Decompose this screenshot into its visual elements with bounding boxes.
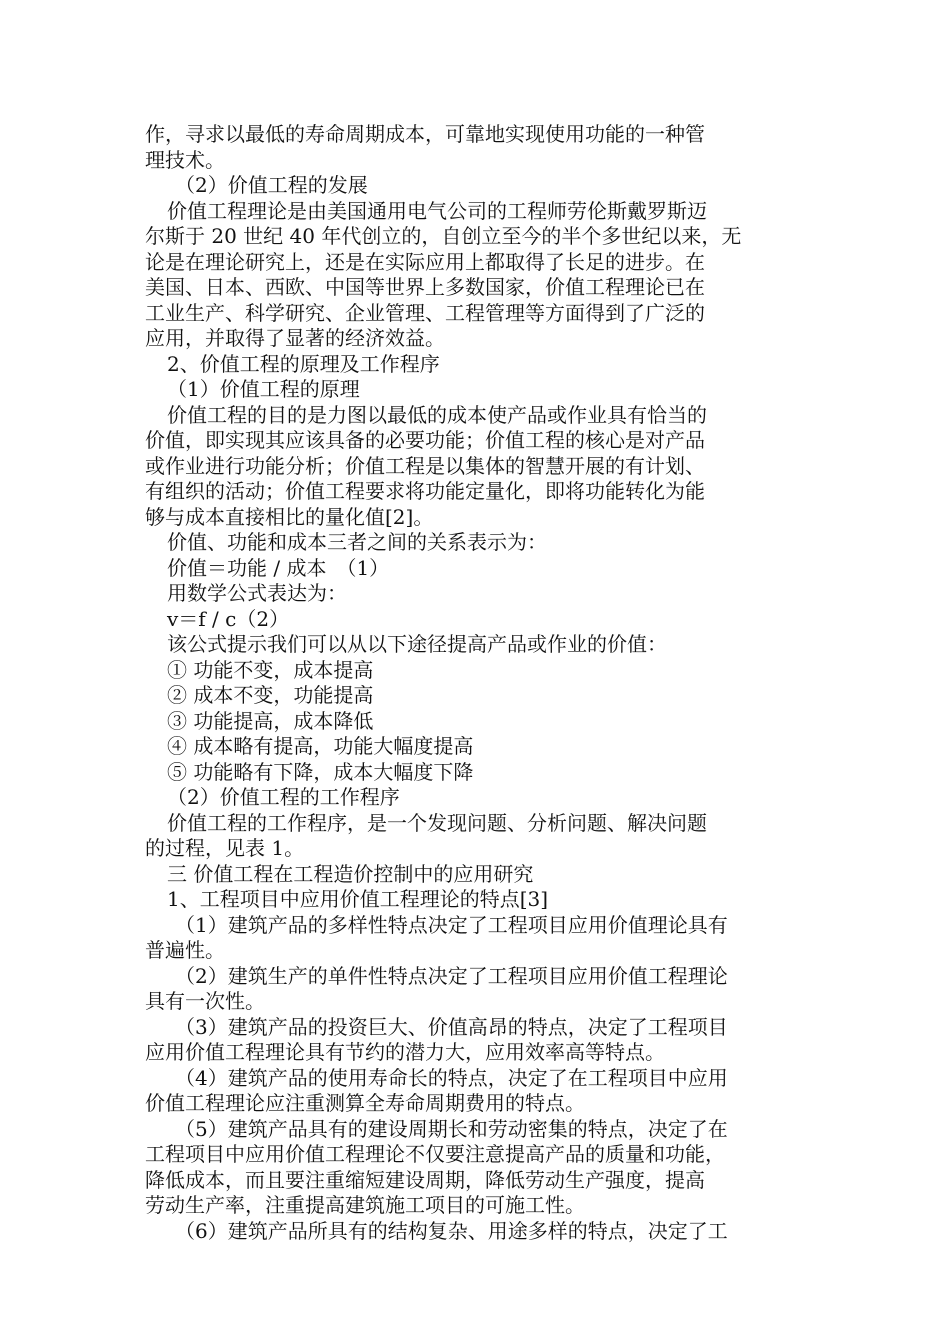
text-line: 普遍性。 bbox=[145, 938, 225, 962]
text-line: 价值工程理论应注重测算全寿命周期费用的特点。 bbox=[145, 1091, 585, 1115]
text-line: ① 功能不变，成本提高 bbox=[167, 657, 374, 682]
text-line: （5）建筑产品具有的建设周期长和劳动密集的特点，决定了在 bbox=[175, 1116, 728, 1141]
text-line: 用数学公式表达为： bbox=[167, 581, 347, 605]
text-line: （3）建筑产品的投资巨大、价值高昂的特点，决定了工程项目 bbox=[175, 1014, 728, 1039]
text-line: 降低成本，而且要注重缩短建设周期，降低劳动生产强度，提高 bbox=[145, 1167, 705, 1192]
text-line: 作，寻求以最低的寿命周期成本，可靠地实现使用功能的一种管 bbox=[145, 122, 705, 146]
text-line: 或作业进行功能分析；价值工程是以集体的智慧开展的有计划、 bbox=[145, 453, 705, 478]
text-line: 理技术。 bbox=[145, 147, 225, 172]
text-line: ⑤ 功能略有下降，成本大幅度下降 bbox=[167, 759, 474, 784]
text-line: 应用，并取得了显著的经济效益。 bbox=[145, 326, 445, 350]
text-line: ② 成本不变，功能提高 bbox=[167, 683, 374, 707]
text-line: 1、工程项目中应用价值工程理论的特点[3] bbox=[167, 887, 549, 911]
text-line: 尔斯于 20 世纪 40 年代创立的，自创立至今的半个多世纪以来，无 bbox=[145, 224, 742, 248]
text-line: 劳动生产率，注重提高建筑施工项目的可施工性。 bbox=[145, 1193, 585, 1217]
text-line: 的过程，见表 1。 bbox=[145, 836, 305, 860]
text-line: （1）价值工程的原理 bbox=[167, 377, 360, 401]
text-line: 美国、日本、西欧、中国等世界上多数国家，价值工程理论已在 bbox=[145, 275, 705, 299]
text-line: 三 价值工程在工程造价控制中的应用研究 bbox=[167, 861, 534, 886]
text-line: 该公式提示我们可以从以下途径提高产品或作业的价值： bbox=[167, 632, 667, 656]
text-line: ④ 成本略有提高，功能大幅度提高 bbox=[167, 734, 474, 758]
text-line: 应用价值工程理论具有节约的潜力大，应用效率高等特点。 bbox=[145, 1040, 665, 1064]
text-line: 价值＝功能 / 成本 （1） bbox=[167, 555, 390, 580]
text-line: 2、价值工程的原理及工作程序 bbox=[167, 351, 440, 376]
text-line: （4）建筑产品的使用寿命长的特点，决定了在工程项目中应用 bbox=[175, 1065, 728, 1090]
text-line: 够与成本直接相比的量化值[2]。 bbox=[145, 504, 434, 529]
text-line: （6）建筑产品所具有的结构复杂、用途多样的特点，决定了工 bbox=[175, 1218, 728, 1243]
text-line: （2）价值工程的工作程序 bbox=[167, 785, 400, 809]
text-line: 有组织的活动；价值工程要求将功能定量化，即将功能转化为能 bbox=[145, 479, 705, 503]
text-line: v＝f / c（2） bbox=[167, 606, 290, 631]
text-line: 价值工程理论是由美国通用电气公司的工程师劳伦斯戴罗斯迈 bbox=[167, 198, 707, 223]
text-line: ③ 功能提高，成本降低 bbox=[167, 708, 374, 733]
text-line: （1）建筑产品的多样性特点决定了工程项目应用价值理论具有 bbox=[175, 912, 728, 937]
text-line: （2）价值工程的发展 bbox=[175, 173, 368, 197]
text-line: 具有一次性。 bbox=[145, 989, 265, 1013]
document-body bbox=[145, 122, 805, 1244]
text-line: 工业生产、科学研究、企业管理、工程管理等方面得到了广泛的 bbox=[145, 300, 705, 325]
text-line: 论是在理论研究上，还是在实际应用上都取得了长足的进步。在 bbox=[145, 249, 705, 274]
text-line: 价值工程的目的是力图以最低的成本使产品或作业具有恰当的 bbox=[167, 402, 707, 427]
text-line: 价值、功能和成本三者之间的关系表示为： bbox=[167, 530, 547, 554]
text-line: （2）建筑生产的单件性特点决定了工程项目应用价值工程理论 bbox=[175, 963, 728, 988]
text-line: 价值，即实现其应该具备的必要功能；价值工程的核心是对产品 bbox=[145, 428, 705, 452]
text-line: 工程项目中应用价值工程理论不仅要注意提高产品的质量和功能， bbox=[145, 1142, 725, 1166]
text-line: 价值工程的工作程序，是一个发现问题、分析问题、解决问题 bbox=[167, 810, 707, 835]
